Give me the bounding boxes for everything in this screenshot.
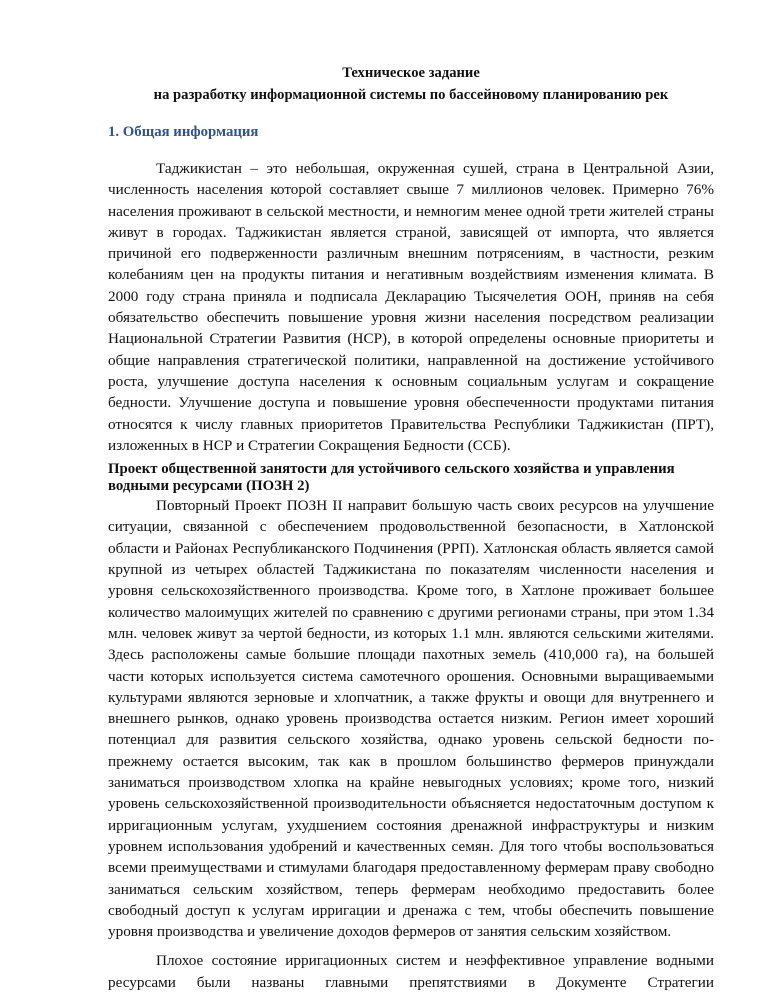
paragraph-project: Повторный Проект ПОЗН II направит большую часть своих ресурсов на улучшение ситуации, связанной с обеспечением продовольственной безопасности, в Хатлонской области и Районах Республиканского Подчинения (РРП). Хатлонская область является самой крупной из четырех областей Таджикистана по показателям численности населения и уровня сельскохозяйственного производства. Кроме того, в Хатлоне проживает большее количество малоимущих жителей по сравнению с другими регионами страны, при этом 1.34 млн. человек живут за чертой бедности, из которых 1.1 млн. являются сельскими жителями. Здесь расположены самые большие площади пахотных земель (410,000 га), на большей части которых используется система самотечного орошения. Основными выращиваемыми культурами являются зерновые и хлопчатник, а также фрукты и овощи для внутреннего и внешнего рынков, однако уровень производства остается низким. Регион имеет хороший потенциал для развития сельского хозяйства, однако уровень сельской бедности по-прежнему остается высоким, так как в прошлом большинство фермеров принуждали заниматься производством хлопка на крайне невыгодных условиях; кроме того, низкий уровень сельскохозяйственной производительности объясняется недостаточным доступом к ирригационным услугам, ухудшением состояния дренажной инфраструктуры и низким уровнем использования удобрений и качественных семян. Для того чтобы воспользоваться всеми преимуществами и стимулами благодаря предоставленному фермерам праву свободно заниматься сельским хозяйством, теперь фермерам необходимо предоставить более свободный доступ к услугам ирригации и дренажа с тем, чтобы обеспечить повышение уровня производства и увеличение доходов фермеров от занятия сельским хозяйством. — [108, 497, 714, 941]
document-page — [108, 62, 714, 993]
section-heading-general-info: 1. Общая информация — [108, 124, 259, 140]
document-title-line1: Техническое задание — [342, 65, 480, 81]
project-heading: Проект общественной занятости для устойчивого сельского хозяйства и управления водными ресурсами (ПОЗН 2) — [108, 461, 675, 495]
paragraph-intro: Таджикистан – это небольшая, окруженная сушей, страна в Центральной Азии, численность населения которой составляет свыше 7 миллионов человек. Примерно 76% населения проживают в сельской местности, и немногим менее одной трети жителей страны живут в городах. Таджикистан является страной, зависящей от импорта, что является причиной его подверженности различным внешним потрясениям, в частности, резким колебаниям цен на продукты питания и негативным воздействиям изменения климата. В 2000 году страна приняла и подписала Декларацию Тысячелетия ООН, приняв на себя обязательство обеспечить повышение уровня жизни населения посредством реализации Национальной Стратегии Развития (НСР), в которой определены основные приоритеты и общие направления стратегической политики, направленной на достижение устойчивого роста, улучшение доступа населения к основным социальным услугам и сокращение бедности. Улучшение доступа и повышение уровня обеспеченности продуктами питания относятся к числу главных приоритетов Правительства Республики Таджикистан (ПРТ), изложенных в НСР и Стратегии Сокращения Бедности (ССБ). — [108, 160, 714, 454]
paragraph-last: Плохое состояние ирригационных систем и неэффективное управление водными ресурсами были названы главными препятствиями в Документе Стратегии — [108, 952, 714, 991]
document-title-line2: на разработку информационной системы по бассейновому планированию рек — [153, 87, 669, 103]
